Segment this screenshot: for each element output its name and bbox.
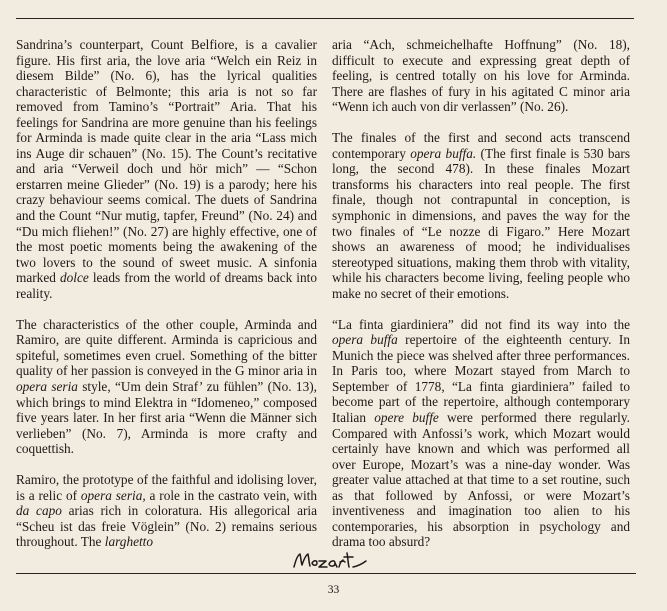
right-paragraph-1: aria “Ach, schmeichelhafte Hoffnung” (No. 18), difficult to execute and expressing great depth of feeling, is centred totally on his love for Arminda. There are flashes of fury in his agitated C minor aria “Wenn ich auch von dir verlassen” (No. 26). <box>332 37 630 115</box>
right-paragraph-2: The finales of the first and second acts transcend contemporary opera buffa. (The first finale is 530 bars long, the second 478). In these finales Mozart transforms his characters into real people. The first finale, though not contrapuntal in conception, is symphonic in dimensions, and paves the way for the two finales of “Le nozze di Figaro.” Here Mozart shows an awareness of mood; he individualises stereotyped situations, making them throb with vitality, while his characters become living, feeling people who make no secret of their emotions. <box>332 130 631 301</box>
left-paragraph-2: The characteristics of the other couple, Arminda and Ramiro, are quite different. Arminda is capricious and spiteful, sometimes even cruel. Something of the bitter quality of her passion is conveyed in the G minor aria in opera seria style, “Um dein Straf’ zu fühlen” (No. 13), which brings to mind Elektra in “Idomeneo,” composed five years later. In her first aria “Wenn die Männer sich verlieben” (No. 7), Arminda is more crafty and coquettish. <box>16 316 317 457</box>
left-paragraph-1: Sandrina’s counterpart, Count Belfiore, is a cavalier figure. His first aria, the love aria “Welch ein Reiz in diesem Bilde” (No. 6), has the lyrical qualities characteristic of Belmonte; this aria is not so far removed from Tamino’s “Portrait” Aria. That his feelings for Sandrina are more genuine than his feelings for Arminda is made quite clear in the aria “Lass mich ins Auge dir schauen” (No. 15). The Count’s recitative and aria “Verweil doch und hör mich” — “Schon erstarren meine Glieder” (No. 19) is a parody; here his crazy behaviour seems comical. The duets of Sandrina and the Count “Nur mutig, tapfer, Freund” (No. 24) and “Du mich fliehen!” (No. 27) are highly effective, one of the most poetic moments being the awakening of the two lovers to the sound of sweet music. A sinfonia marked dolce leads from the world of dreams back into reality. <box>16 37 317 301</box>
mozart-signature <box>290 549 370 571</box>
right-column <box>332 37 630 550</box>
left-column <box>16 37 317 550</box>
bottom-rule <box>16 573 636 574</box>
top-rule <box>16 18 634 19</box>
left-paragraph-3: Ramiro, the prototype of the faithful and idolising lover, is a relic of opera seria, a role in the castrato vein, with da capo arias rich in coloratura. His allegorical aria “Scheu ist das freie Vöglein” (No. 2) remains serious throughout. The larghetto <box>16 472 317 550</box>
right-paragraph-3: “La finta giardiniera” did not find its way into the opera buffa repertoire of the eighteenth century. In Munich the piece was shelved after three performances. In Paris too, where Mozart stayed from March to September of 1778, “La finta giardiniera” failed to become part of the repertoire, although contemporary Italian opere buffe were performed there regularly. Compared with Anfossi’s work, which Mozart would certainly have known and which was performed all over Europe, Mozart’s was a nine-day wonder. Was greater value attached at that time to a set routine, such as that followed by Anfossi, or were Mozart’s inventiveness and imagination too alien to his contemporaries, his absorption in psychology and drama too absurd? <box>332 316 630 550</box>
page-number: 33 <box>327 584 340 596</box>
